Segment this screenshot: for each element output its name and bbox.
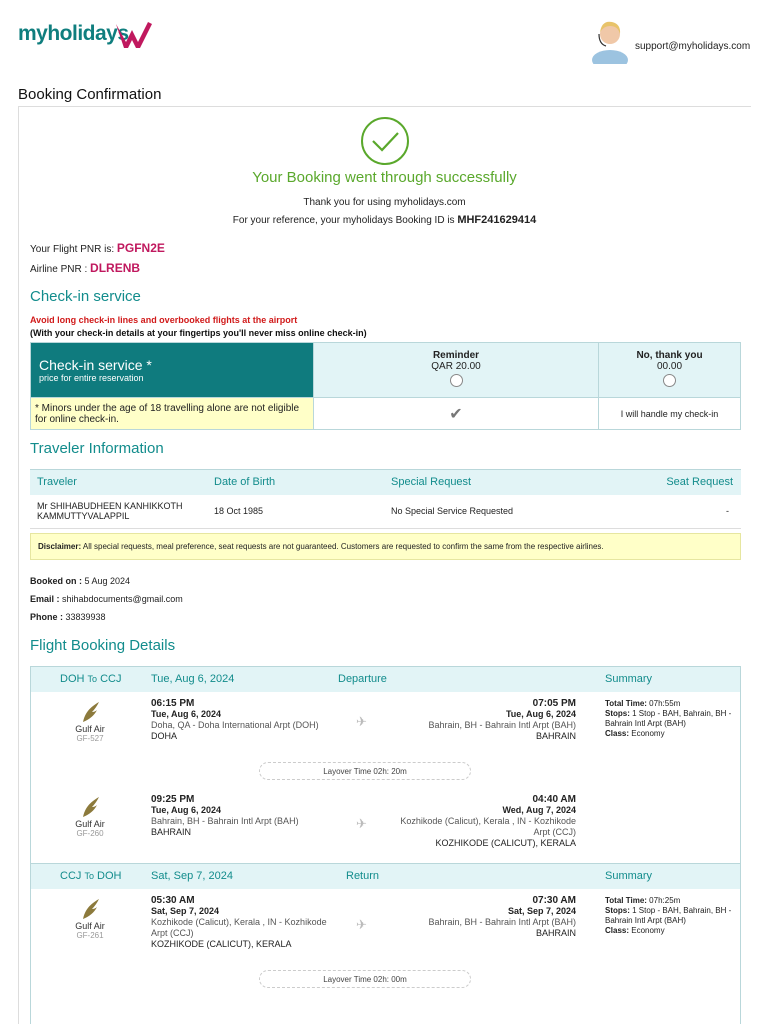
table-row [30, 495, 741, 529]
dep-time: 06:15 PM [151, 698, 195, 709]
gulf-air-falcon-icon [79, 897, 101, 921]
booked-on-value: 5 Aug 2024 [84, 576, 131, 586]
col-seat: Seat Request [614, 470, 741, 495]
route-from: CCJ [60, 870, 82, 882]
checkin-table [30, 342, 741, 430]
airline-pnr-label: Airline PNR : [30, 264, 88, 275]
checkin-option-reminder[interactable] [314, 343, 599, 398]
departure-block [151, 698, 331, 742]
dep-city: DOHA [151, 731, 178, 741]
page-title: Booking Confirmation [18, 86, 162, 103]
flight-pnr: PGFN2E [116, 241, 165, 255]
checkin-note: (With your check-in details at your fingertips you'll never miss online check-in) [30, 328, 367, 338]
disclaimer-label: Disclaimer: [38, 542, 82, 551]
gulf-air-falcon-icon [79, 795, 101, 819]
arr-date: Tue, Aug 6, 2024 [505, 709, 576, 719]
reminder-price: QAR 20.00 [431, 361, 481, 372]
decline-price: 00.00 [656, 361, 683, 372]
dep-time: 05:30 AM [151, 895, 195, 906]
airline-name: Gulf Air [75, 724, 105, 734]
arr-time: 07:30 AM [532, 895, 576, 906]
traveler-dob: 18 Oct 1985 [207, 495, 384, 529]
booking-reference [18, 214, 751, 226]
traveler-seat: - [614, 495, 741, 529]
dep-place: Doha, QA - Doha International Arpt (DOH) [151, 720, 319, 730]
leg-summary-label: Summary [605, 870, 653, 882]
leg-type: Departure [338, 673, 387, 685]
success-check-icon [360, 116, 410, 166]
decline-label: No, thank you [636, 350, 703, 361]
flight-leg-return [30, 863, 741, 1024]
dep-date: Tue, Aug 6, 2024 [151, 709, 222, 719]
total-time: 07h:25m [649, 896, 681, 905]
frame-left-border [18, 106, 19, 1024]
dep-date: Sat, Sep 7, 2024 [151, 906, 220, 916]
departure-block [151, 895, 331, 950]
airline-name: Gulf Air [75, 921, 105, 931]
leg-header [31, 667, 740, 692]
arr-time: 07:05 PM [532, 698, 576, 709]
arr-city: KOZHIKODE (CALICUT), KERALA [435, 838, 576, 848]
brand-name: myholidays [18, 22, 129, 45]
success-message: Your Booking went through successfully [252, 169, 517, 186]
reminder-radio[interactable] [450, 374, 463, 387]
flight-pnr-label: Your Flight PNR is: [30, 244, 115, 255]
cabin-class: Economy [631, 926, 665, 935]
contact-email [30, 594, 183, 604]
leg-route [60, 673, 121, 685]
cabin-class: Economy [631, 729, 665, 738]
stops: 1 Stop - BAH, Bahrain, BH - Bahrain Intl Arpt (BAH) [605, 906, 732, 925]
checkmark-icon: ✔ [314, 398, 599, 430]
title-divider [18, 106, 751, 107]
arr-place: Kozhikode (Calicut), Kerala , IN - Kozhikode Arpt (CCJ) [400, 816, 576, 837]
booking-id: MHF241629414 [457, 214, 537, 226]
flight-pnr-row [30, 241, 165, 255]
layover-badge: Layover Time 02h: 00m [259, 970, 471, 988]
layover-badge: Layover Time 02h: 20m [259, 762, 471, 780]
stops-label: Stops: [605, 709, 630, 718]
flight-leg-departure [30, 666, 741, 864]
disclaimer [30, 533, 741, 560]
total-time-label: Total Time: [605, 699, 647, 708]
reminder-label: Reminder [432, 350, 480, 361]
brand-mark-icon [114, 18, 154, 52]
flight-number: GF-527 [76, 734, 104, 743]
airline-pnr: DLRENB [90, 261, 141, 275]
route-sep: To [84, 871, 94, 881]
class-label: Class: [605, 729, 630, 738]
route-to: DOH [97, 870, 122, 882]
arr-city: BAHRAIN [535, 731, 576, 741]
booked-on [30, 576, 130, 586]
stops: 1 Stop - BAH, Bahrain, BH - Bahrain Intl Arpt (BAH) [605, 709, 732, 728]
traveler-name: Mr SHIHABUDHEEN KANHIKKOTH KAMMUTTYVALAPPIL [30, 495, 207, 529]
checkin-option-decline[interactable] [599, 343, 741, 398]
booked-on-label: Booked on : [30, 576, 85, 586]
dep-time: 09:25 PM [151, 794, 195, 805]
leg-type: Return [346, 870, 380, 882]
airline-name: Gulf Air [75, 819, 105, 829]
plane-icon: ✈ [356, 816, 367, 831]
flight-number: GF-261 [76, 931, 104, 940]
col-special: Special Request [384, 470, 614, 495]
stops-label: Stops: [605, 906, 630, 915]
dep-place: Bahrain, BH - Bahrain Intl Arpt (BAH) [151, 816, 299, 826]
booking-ref-label: For your reference, your myholidays Booking ID is [232, 215, 458, 226]
checkin-box-title: Check-in service * [39, 357, 152, 373]
arr-city: BAHRAIN [535, 928, 576, 938]
thanks-message: Thank you for using myholidays.com [303, 197, 466, 208]
phone-value: 33839938 [65, 612, 106, 622]
leg-segments [31, 692, 740, 864]
arr-time: 04:40 AM [532, 794, 576, 805]
arrival-block [396, 698, 576, 742]
airline-block [60, 795, 120, 838]
decline-radio[interactable] [663, 374, 676, 387]
airline-block [60, 700, 120, 743]
route-to: CCJ [100, 673, 122, 685]
dep-city: KOZHIKODE (CALICUT), KERALA [151, 939, 292, 949]
leg-summary [605, 896, 740, 936]
leg-header [31, 864, 740, 889]
gulf-air-falcon-icon [79, 700, 101, 724]
plane-icon: ✈ [356, 917, 367, 932]
leg-date: Tue, Aug 6, 2024 [151, 673, 235, 685]
traveler-special: No Special Service Requested [384, 495, 614, 529]
phone-label: Phone : [30, 612, 66, 622]
arr-date: Sat, Sep 7, 2024 [507, 906, 576, 916]
leg-summary [605, 699, 740, 739]
col-traveler: Traveler [30, 470, 207, 495]
col-dob: Date of Birth [207, 470, 384, 495]
airline-pnr-row [30, 261, 140, 275]
plane-icon: ✈ [356, 714, 367, 729]
dep-place: Kozhikode (Calicut), Kerala , IN - Kozhikode Arpt (CCJ) [151, 917, 327, 938]
support-agent-avatar [590, 16, 630, 64]
dep-city: BAHRAIN [151, 827, 192, 837]
checkin-box-header [31, 343, 314, 398]
minors-note: * Minors under the age of 18 travelling alone are not eligible for online check-in. [31, 398, 314, 430]
departure-block [151, 794, 331, 838]
support-email[interactable]: support@myholidays.com [635, 41, 751, 52]
class-label: Class: [605, 926, 630, 935]
self-handle-text: I will handle my check-in [599, 398, 741, 430]
leg-date: Sat, Sep 7, 2024 [151, 870, 233, 882]
leg-segments [31, 889, 740, 1024]
checkin-heading: Check-in service [30, 288, 141, 305]
traveler-heading: Traveler Information [30, 440, 164, 457]
dep-date: Tue, Aug 6, 2024 [151, 805, 222, 815]
arrival-block [396, 794, 576, 849]
total-time-label: Total Time: [605, 896, 647, 905]
email-label: Email : [30, 594, 63, 604]
flight-number: GF-260 [76, 829, 104, 838]
traveler-table [30, 469, 741, 529]
arr-place: Bahrain, BH - Bahrain Intl Arpt (BAH) [428, 720, 576, 730]
route-from: DOH [60, 673, 85, 685]
brand-logo[interactable] [18, 22, 129, 46]
arr-place: Bahrain, BH - Bahrain Intl Arpt (BAH) [428, 917, 576, 927]
contact-phone [30, 612, 106, 622]
email-value[interactable]: shihabdocuments@gmail.com [62, 594, 183, 604]
disclaimer-text: All special requests, meal preference, seat requests are not guaranteed. Customers are requested to confirm the same from the respective airlines. [81, 542, 604, 551]
leg-route [60, 870, 121, 882]
arr-date: Wed, Aug 7, 2024 [502, 805, 576, 815]
arrival-block [396, 895, 576, 939]
airline-block [60, 897, 120, 940]
route-sep: To [87, 674, 98, 684]
checkin-warning: Avoid long check-in lines and overbooked flights at the airport [30, 315, 298, 325]
total-time: 07h:55m [649, 699, 681, 708]
checkin-box-sub: price for entire reservation [39, 373, 144, 383]
leg-summary-label: Summary [605, 673, 653, 685]
flight-details-heading: Flight Booking Details [30, 637, 176, 654]
